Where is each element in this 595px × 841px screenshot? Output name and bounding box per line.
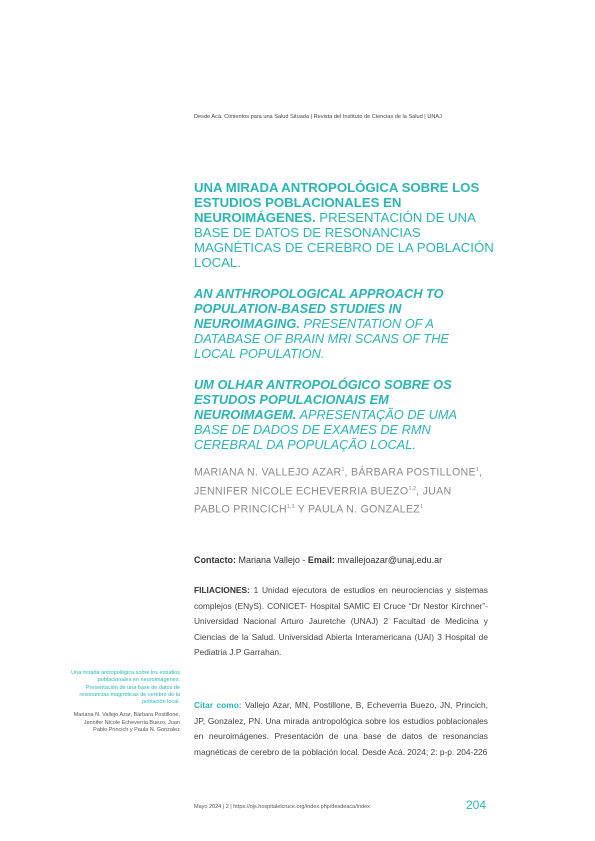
title-english-rest: PRESENTATION OF A DATABASE OF BRAIN MRI SCANS OF THE LOCAL POPULATION.	[194, 316, 450, 361]
title-portuguese-rest: APRESENTAÇÃO DE UMA BASE DE DADOS DE EXAMES DE RMN CEREBRAL DA POPULAÇÃO LOCAL.	[194, 407, 457, 452]
contact-label: Contacto:	[194, 555, 236, 565]
affiliations-label: FILIACIONES:	[194, 585, 250, 595]
title-portuguese	[194, 377, 494, 452]
author-affiliation-mark: 1	[475, 467, 479, 473]
title-spanish	[194, 180, 494, 270]
citation	[194, 698, 488, 760]
title-portuguese-bold: UM OLHAR ANTROPOLÓGICO SOBRE OS ESTUDOS POPULACIONAIS EM NEUROIMAGEM.	[194, 377, 452, 422]
sidebar-reference	[70, 670, 180, 734]
title-english-bold: AN ANTHROPOLOGICAL APPROACH TO POPULATION-BASED STUDIES IN NEUROIMAGING.	[194, 286, 444, 331]
author-affiliation-mark: 1,2	[408, 485, 417, 492]
author-list	[194, 462, 484, 518]
sidebar-title: Una mirada antropológica sobre los estudios poblacionales en neuroimágenes. Presentación de una base de datos de resonancias magnéticas de cerebro de la población local.	[71, 670, 180, 706]
contact-line	[194, 555, 494, 565]
contact-name: Mariana Vallejo -	[236, 555, 308, 565]
contact-email[interactable]: mvallejoazar@unaj.edu.ar	[334, 555, 443, 565]
title-spanish-bold: UNA MIRADA ANTROPOLÓGICA SOBRE LOS ESTUDIOS POBLACIONALES EN NEUROIMÁGENES.	[194, 180, 480, 225]
affiliations	[194, 583, 488, 661]
author-name: , JENNIFER NICOLE ECHEVERRIA BUEZO	[194, 466, 483, 498]
author-affiliation-mark: 1	[341, 467, 345, 473]
author-affiliation-mark: 1	[420, 504, 424, 511]
sidebar-authors: Mariana N. Vallejo Azar, Bárbara Postillone, Jennifer Nicole Echeverria Buezo, Juan Pablo Princich y Paula N. Gonzalez	[73, 712, 180, 734]
citation-text: Vallejo Azar, MN, Postillone, B, Echeverria Buezo, JN, Princich, JP, Gonzalez, PN. Una mirada antropológica sobre los estudios poblacionales en neuroimágenes. Presentación de una base de datos de resonancias magnéticas de cerebro de la población local. Desde Acá. 2024; 2: p-p. 204-226	[194, 700, 488, 757]
affiliations-text: 1 Unidad ejecutora de estudios en neurociencias y sistemas complejos (ENyS). CONICET- Hospital SAMIC El Cruce “Dr Nestor Kirchner”- Universidad Nacional Arturo Jauretche (UNAJ) 2 Facultad de Medicina y Ciencias de la Salud. Universidad Abierta Interamericana (UAI) 3 Hospital de Pediatria J.P Garrahan.	[194, 585, 488, 658]
title-english	[194, 286, 494, 361]
author-affiliation-mark: 1,3	[286, 504, 295, 511]
footer-text: Mayo 2024 | 2 | https://ojs.hospitalelcruce.org/index.php/desdeaca/index	[194, 804, 370, 810]
citation-label: Citar como:	[194, 700, 242, 710]
page-number: 204	[466, 798, 487, 812]
email-label: Email:	[307, 555, 335, 565]
title-spanish-rest: PRESENTACIÓN DE UNA BASE DE DATOS DE RESONANCIAS MAGNÉTICAS DE CEREBRO DE LA POBLACIÓN LOCAL.	[194, 210, 494, 270]
author-name: , BÁRBARA POSTILLONE	[344, 466, 476, 479]
author-name: Y PAULA N. GONZALEZ	[294, 503, 421, 516]
titles	[194, 180, 494, 468]
author-name: MARIANA N. VALLEJO AZAR	[194, 466, 342, 479]
author-name: , JUAN PABLO PRINCICH	[194, 485, 452, 516]
running-header: Desde Acá. Cimientos para una Salud Situada | Revista del Instituto de Ciencias de la Salud | UNAJ	[194, 114, 442, 120]
